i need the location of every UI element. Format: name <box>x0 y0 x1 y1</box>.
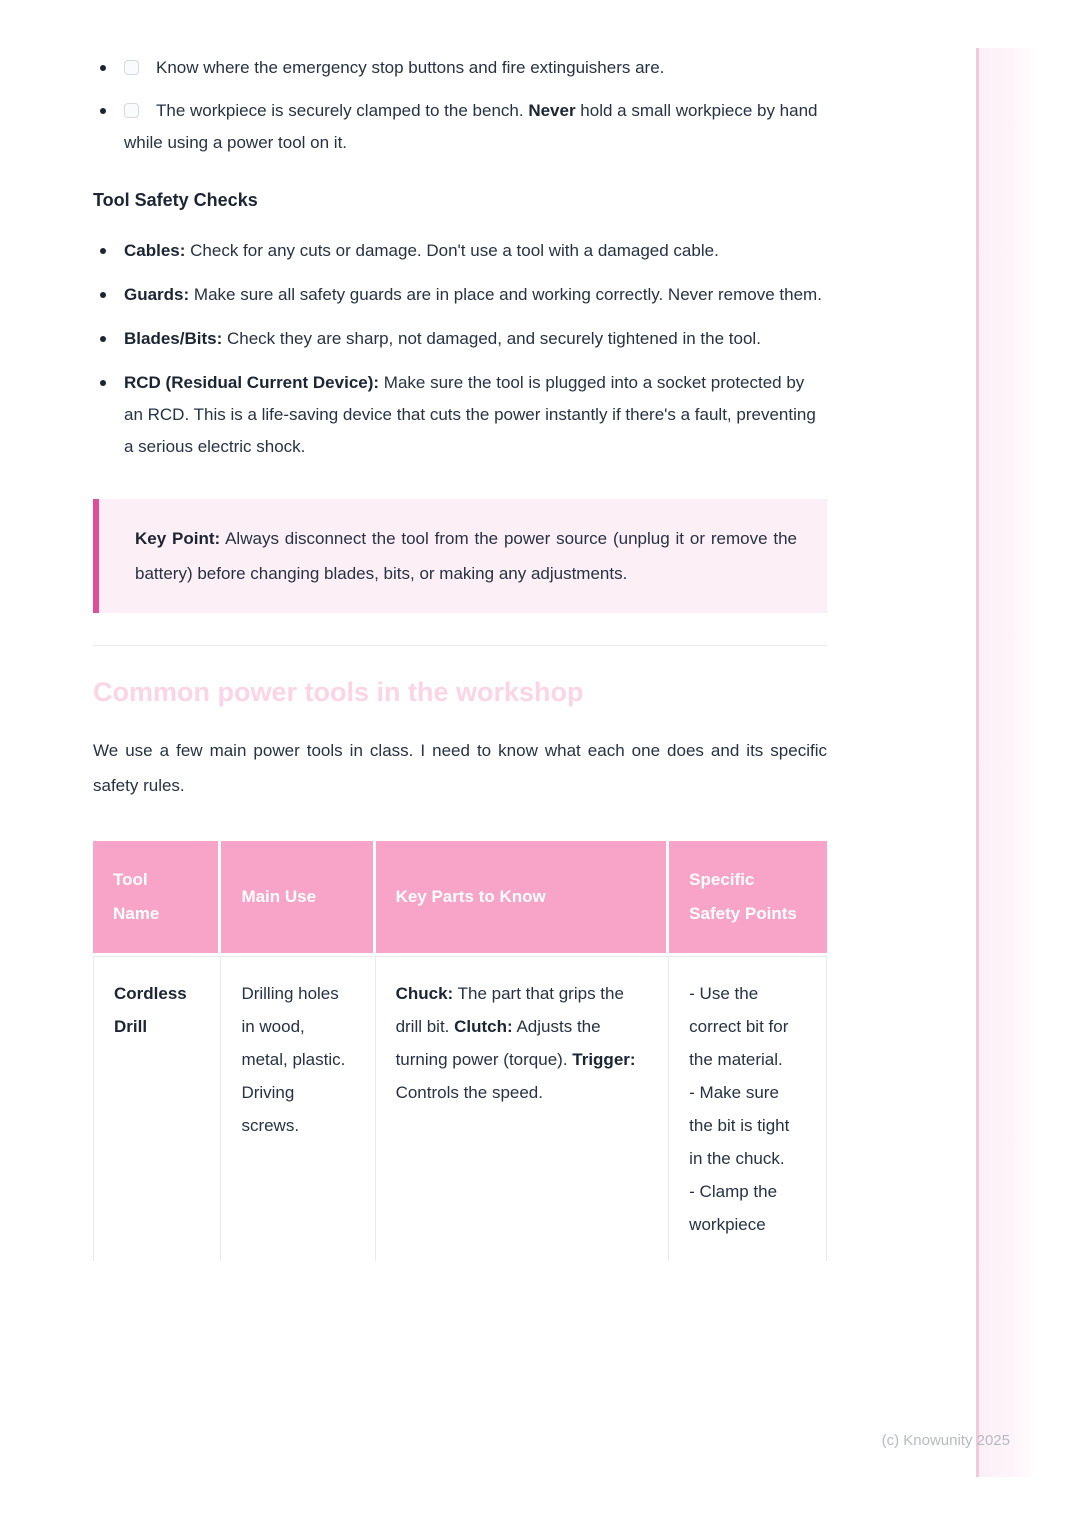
checkbox[interactable] <box>124 103 139 118</box>
list-item <box>93 95 827 159</box>
copyright-footer: (c) Knowunity 2025 <box>881 1432 1010 1449</box>
list-item-label: RCD (Residual Current Device): <box>124 373 380 392</box>
section-divider <box>93 645 827 646</box>
key-part-text: Controls the speed. <box>395 1083 543 1102</box>
safety-checklist <box>93 52 827 159</box>
section-title: Common power tools in the workshop <box>93 677 584 707</box>
column-header-safety-points: Specific Safety Points <box>669 841 827 956</box>
tool-safety-list <box>93 235 827 463</box>
checklist-item-text: The workpiece is securely clamped to the bench. <box>156 101 529 120</box>
list-item <box>93 52 827 84</box>
cell-tool-name <box>93 956 221 1261</box>
checklist-item-bold: Never <box>528 101 576 120</box>
table-header-row <box>93 841 827 956</box>
key-part-label: Chuck: <box>395 984 454 1003</box>
tool-safety-checks-heading: Tool Safety Checks <box>93 190 258 210</box>
safety-point: - Use the correct bit for the material. <box>689 984 789 1069</box>
tool-name-text: Cordless Drill <box>114 984 187 1036</box>
key-point-text: Always disconnect the tool from the power source (unplug it or remove the battery) before changing blades, bits, or making any adjustments. <box>135 529 797 583</box>
checkbox[interactable] <box>124 60 139 75</box>
list-item-label: Cables: <box>124 241 186 260</box>
list-item-label: Guards: <box>124 285 190 304</box>
key-point-label: Key Point: <box>135 529 221 548</box>
list-item-text: Check for any cuts or damage. Don't use a tool with a damaged cable. <box>185 241 719 260</box>
list-item-text: Make sure the tool is plugged into a socket protected by an RCD. This is a life-saving device that cuts the power instantly if there's a fault, preventing a serious electric shock. <box>124 373 816 456</box>
column-header-tool-name: Tool Name <box>93 841 221 956</box>
cell-main-use: Drilling holes in wood, metal, plastic. Driving screws. <box>221 956 375 1261</box>
list-item <box>93 367 827 463</box>
column-header-main-use: Main Use <box>221 841 375 956</box>
cell-key-parts <box>376 956 670 1261</box>
table-header <box>93 841 827 956</box>
safety-point: - Make sure the bit is tight in the chuck. <box>689 1083 790 1168</box>
cell-safety-points <box>669 956 827 1261</box>
page-edge-decoration <box>976 48 1034 1477</box>
list-item-label: Blades/Bits: <box>124 329 223 348</box>
list-item-text: Make sure all safety guards are in place and working correctly. Never remove them. <box>189 285 822 304</box>
key-part-label: Trigger: <box>572 1050 636 1069</box>
key-part-label: Clutch: <box>454 1017 513 1036</box>
table-row <box>93 956 827 1261</box>
key-point-callout <box>93 499 827 613</box>
key-part-text: The part that grips the drill bit. <box>395 984 624 1036</box>
list-item <box>93 235 827 267</box>
list-item <box>93 323 827 355</box>
column-header-key-parts: Key Parts to Know <box>376 841 670 956</box>
key-part-text: Adjusts the turning power (torque). <box>395 1017 601 1069</box>
table-body <box>93 956 827 1261</box>
list-item <box>93 279 827 311</box>
page-content <box>93 0 827 1261</box>
checklist-item-text: hold a small workpiece by hand while using a power tool on it. <box>124 101 818 152</box>
power-tools-table <box>93 841 827 1261</box>
checklist-item-text: Know where the emergency stop buttons and fire extinguishers are. <box>156 58 665 77</box>
section-intro: We use a few main power tools in class. I need to know what each one does and its specific safety rules. <box>93 741 827 795</box>
list-item-text: Check they are sharp, not damaged, and securely tightened in the tool. <box>222 329 761 348</box>
safety-point: - Clamp the workpiece <box>689 1182 778 1234</box>
